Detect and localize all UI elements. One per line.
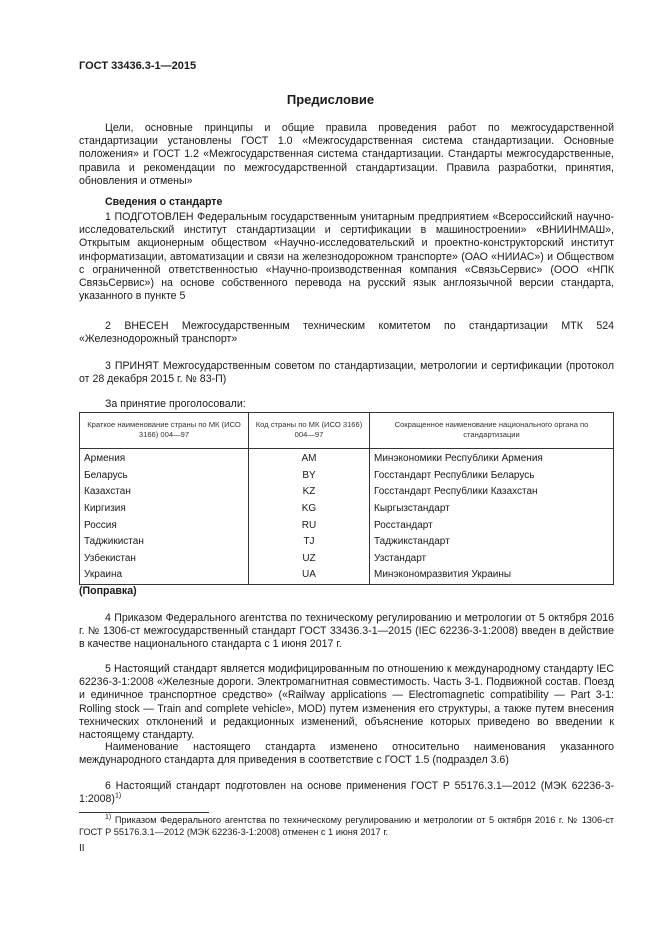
body-cell: Таджикстандарт — [370, 534, 614, 551]
table-row — [80, 484, 614, 501]
correction-label: (Поправка) — [79, 585, 137, 597]
country-cell: Казахстан — [80, 484, 249, 501]
code-cell: RU — [249, 517, 370, 534]
intro-paragraph: Цели, основные принципы и общие правила проведения работ по межгосударственной стандартизации установлены ГОСТ 1.0 «Межгосударственная система стандартизации. Основные положения» и ГОСТ 1.2 «Межгосударственная система стандартизации. Стандарты межгосударственные, правила и рекомендации по межгосударственной стандартизации. Правила разработки, принятия, обновления и отмены» — [79, 122, 614, 187]
body-cell: Минэкономразвития Украины — [370, 567, 614, 584]
footnote-text: Приказом Федерального агентства по техническому регулированию и метрологии от 5 октября 2016 г. № 1306-ст ГОСТ Р 55176.3.1—2012 (МЭК 62236-3-1:2008) отменен с 1 июня 2017 г. — [79, 815, 615, 837]
footnote-mark: 1) — [105, 813, 112, 821]
item-2-paragraph: 2 ВНЕСЕН Межгосударственным техническим комитетом по стандартизации МТК 524 «Железнодорожный транспорт» — [79, 320, 614, 346]
table-caption: За принятие проголосовали: — [105, 398, 246, 410]
table-row — [80, 501, 614, 518]
code-cell: UA — [249, 567, 370, 584]
code-cell: BY — [249, 468, 370, 485]
body-cell: Минэкономики Республики Армения — [370, 449, 614, 468]
code-cell: KZ — [249, 484, 370, 501]
table-header-row — [80, 413, 614, 449]
country-cell: Беларусь — [80, 468, 249, 485]
country-cell: Таджикистан — [80, 534, 249, 551]
body-cell: Госстандарт Республики Казахстан — [370, 484, 614, 501]
column-header-body: Сокращенное наименование национального органа по стандартизации — [370, 413, 614, 449]
page-number: II — [79, 843, 85, 854]
country-cell: Россия — [80, 517, 249, 534]
item-5-paragraph: 5 Настоящий стандарт является модифицированным по отношению к международному стандарту IEC 62236-3-1:2008 «Железные дороги. Электромагнитная совместимость. Часть 3-1. Подвижной состав. Поезд и единичное транспортное средство» («Railway applications — Electromagnetic compatibility — Part 3-1: Rolling stock — Train and complete vehicle», MOD) путем изменения его структуры, а также путем внесения технических отклонений и редакционных изменений, объяснение которых приведено во введении к настоящему стандарту. — [79, 663, 614, 742]
table-row — [80, 468, 614, 485]
country-cell: Узбекистан — [80, 551, 249, 568]
column-header-country: Краткое наименование страны по МК (ИСО 3166) 004—97 — [80, 413, 249, 449]
item-6-paragraph — [79, 780, 614, 806]
body-cell: Росстандарт — [370, 517, 614, 534]
footnote — [79, 815, 614, 838]
code-cell: KG — [249, 501, 370, 518]
body-cell: Узстандарт — [370, 551, 614, 568]
item-1-paragraph: 1 ПОДГОТОВЛЕН Федеральным государственным унитарным предприятием «Всероссийский научно-исследовательский институт стандартизации и сертификации в машиностроении» «ВНИИНМАШ», Открытым акционерным обществом «Научно-исследовательский и проектно-конструкторский институт информатизации, автоматизации и связи на железнодорожном транспорте» (ОАО «НИИАС») и Обществом с ограниченной ответственностью «Научно-производственная компания «СвязьСервис» (ООО «НПК СвязьСервис») на основе собственного перевода на русский язык англоязычной версии стандарта, указанного в пункте 5 — [79, 211, 614, 303]
country-cell: Армения — [80, 449, 249, 468]
footnote-ref: 1) — [114, 792, 122, 800]
table-row — [80, 551, 614, 568]
table-row — [80, 517, 614, 534]
code-cell: AM — [249, 449, 370, 468]
body-cell: Кыргызстандарт — [370, 501, 614, 518]
item-4-paragraph: 4 Приказом Федерального агентства по техническому регулированию и метрологии от 5 октября 2016 г. № 1306-ст межгосударственный стандарт ГОСТ 33436.3-1—2015 (IEC 62236-3-1:2008) введен в действие в качестве национального стандарта с 1 июня 2017 г. — [79, 612, 614, 651]
code-cell: UZ — [249, 551, 370, 568]
table-row — [80, 449, 614, 468]
body-cell: Госстандарт Республики Беларусь — [370, 468, 614, 485]
country-cell: Украина — [80, 567, 249, 584]
table-row — [80, 567, 614, 584]
country-cell: Киргизия — [80, 501, 249, 518]
item-5-naming-paragraph: Наименование настоящего стандарта изменено относительно наименования указанного международного стандарта для приведения в соответствие с ГОСТ 1.5 (подраздел 3.6) — [79, 741, 614, 767]
item-3-paragraph: 3 ПРИНЯТ Межгосударственным советом по стандартизации, метрологии и сертификации (протокол от 28 декабря 2015 г. № 83-П) — [79, 360, 614, 386]
code-cell: TJ — [249, 534, 370, 551]
voting-table — [79, 412, 614, 585]
item-6-text: 6 Настоящий стандарт подготовлен на основе применения ГОСТ Р 55176.3.1—2012 (МЭК 62236-3-1:2008) — [79, 780, 614, 806]
page-title: Предисловие — [286, 92, 375, 107]
column-header-code: Код страны по МК (ИСО 3166) 004—97 — [249, 413, 370, 449]
document-code: ГОСТ 33436.3-1—2015 — [79, 60, 197, 72]
table-row — [80, 534, 614, 551]
footnote-divider — [79, 812, 209, 813]
section-title: Сведения о стандарте — [105, 196, 223, 208]
